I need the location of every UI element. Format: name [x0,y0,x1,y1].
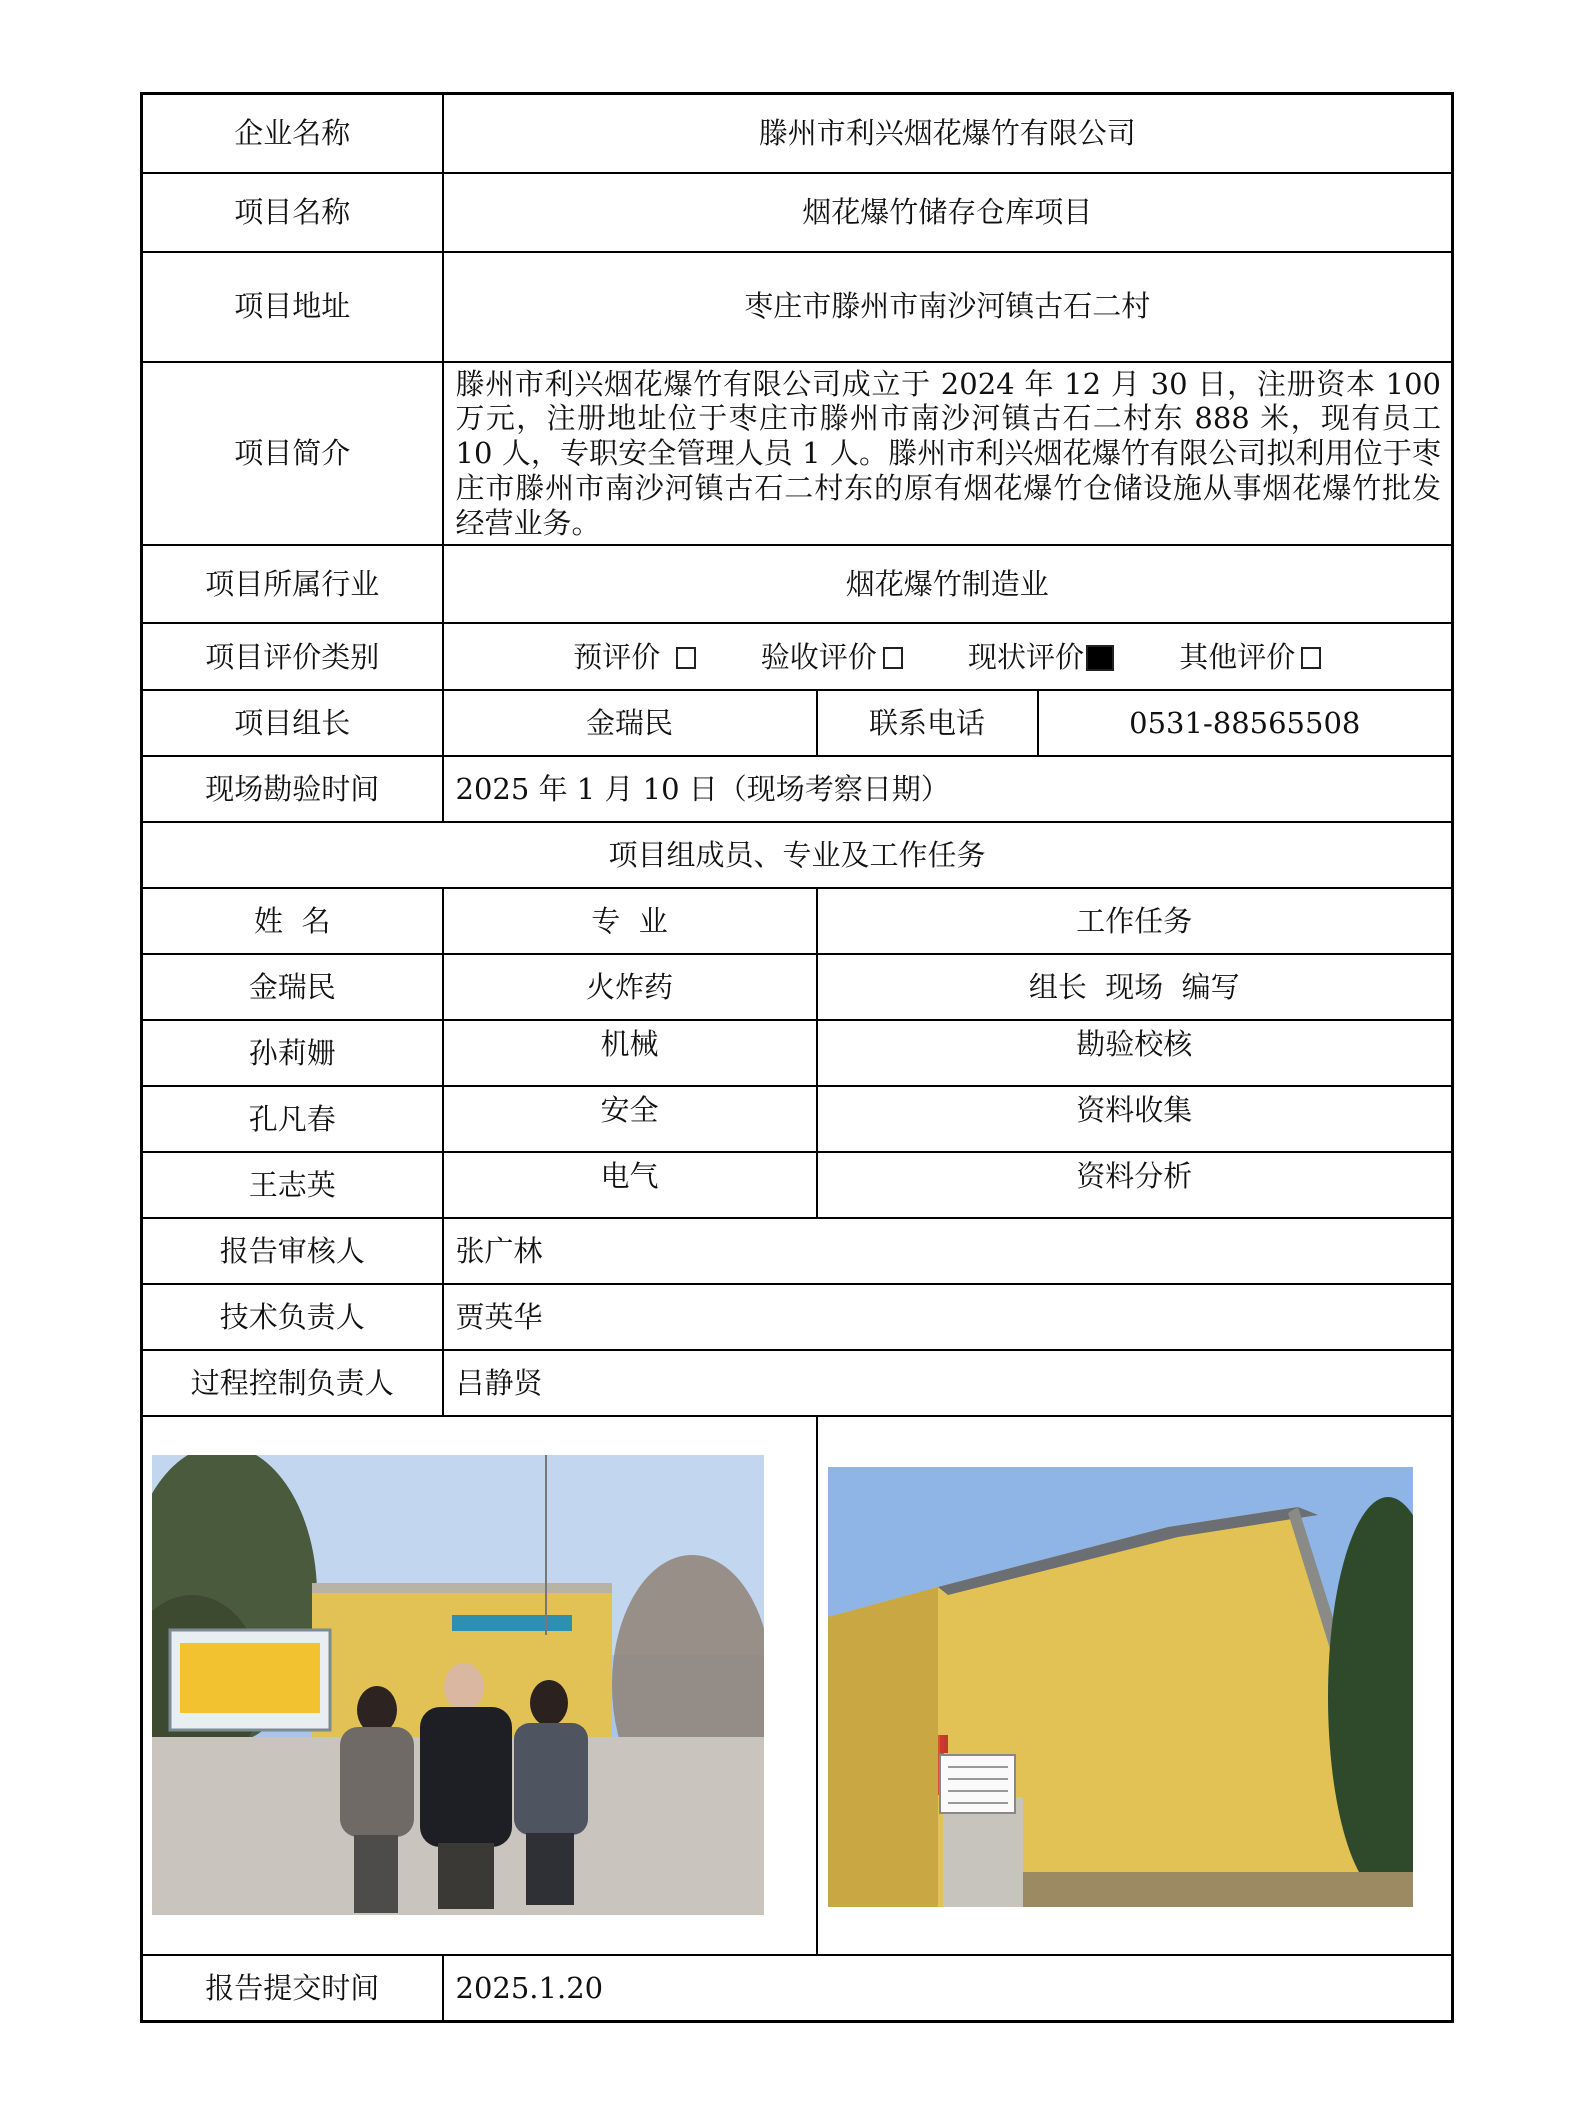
row-industry [142,545,1453,623]
table-row [142,1020,1453,1086]
photo-cell-warehouse [817,1416,1453,1955]
member-task: 资料分析 [817,1152,1453,1218]
company-label: 企业名称 [142,94,443,173]
reviewer-value: 张广林 [443,1218,1453,1284]
row-company [142,94,1453,173]
table-row [142,954,1453,1020]
industry-value: 烟花爆竹制造业 [443,545,1453,623]
eval-option-pre[interactable] [573,640,695,675]
survey-time-label: 现场勘验时间 [142,756,443,822]
eval-option-other[interactable] [1179,640,1321,675]
project-intro-label: 项目简介 [142,362,443,546]
company-value: 滕州市利兴烟花爆竹有限公司 [443,94,1453,173]
checkbox-unchecked-icon[interactable] [1301,647,1321,669]
eval-option-other-label: 其他评价 [1179,639,1296,674]
project-intro-value: 滕州市利兴烟花爆竹有限公司成立于 2024 年 12 月 30 日，注册资本 100 万元，注册地址位于枣庄市滕州市南沙河镇古石二村东 888 米，现有员工 10 人，专职安全管理人员 1 人。滕州市利兴烟花爆竹有限公司拟利用位于枣庄市滕州市南沙河镇古石二村东的原有烟花爆竹仓储设施从事烟花爆竹批发经营业务。 [443,362,1453,546]
tech-lead-value: 贾英华 [443,1284,1453,1350]
phone-value: 0531-88565508 [1038,690,1453,756]
members-section-title: 项目组成员、专业及工作任务 [142,822,1453,888]
evaluation-info-form [140,92,1454,2023]
reviewer-label: 报告审核人 [142,1218,443,1284]
leader-value: 金瑞民 [443,690,817,756]
members-header-major: 专 业 [443,888,817,954]
process-lead-value: 吕静贤 [443,1350,1453,1416]
member-task: 组长 现场 编写 [817,954,1453,1020]
row-tech-lead [142,1284,1453,1350]
row-submit-time [142,1955,1453,2021]
member-major: 机械 [443,1020,817,1086]
row-survey-time [142,756,1453,822]
eval-option-acceptance-label: 验收评价 [760,639,877,674]
survey-time-value: 2025 年 1 月 10 日（现场考察日期） [443,756,1453,822]
row-project-name [142,173,1453,252]
member-major: 电气 [443,1152,817,1218]
process-lead-label: 过程控制负责人 [142,1350,443,1416]
member-name: 孔凡春 [142,1086,443,1152]
table-row [142,1086,1453,1152]
tech-lead-label: 技术负责人 [142,1284,443,1350]
eval-type-options [443,623,1453,690]
checkbox-unchecked-icon[interactable] [883,647,903,669]
project-name-label: 项目名称 [142,173,443,252]
project-name-value: 烟花爆竹储存仓库项目 [443,173,1453,252]
member-task: 勘验校核 [817,1020,1453,1086]
row-members-title [142,822,1453,888]
eval-option-pre-label: 预评价 [573,639,661,674]
photo-cell-team [142,1416,817,1955]
row-leader [142,690,1453,756]
eval-option-status[interactable] [968,640,1114,675]
row-reviewer [142,1218,1453,1284]
member-task: 资料收集 [817,1086,1453,1152]
project-address-label: 项目地址 [142,252,443,362]
phone-label: 联系电话 [817,690,1038,756]
checkbox-unchecked-icon[interactable] [676,647,696,669]
member-major: 火炸药 [443,954,817,1020]
eval-option-acceptance[interactable] [761,640,903,675]
row-project-intro [142,362,1453,546]
members-header-task: 工作任务 [817,888,1453,954]
project-address-value: 枣庄市滕州市南沙河镇古石二村 [443,252,1453,362]
warehouse-photo [828,1467,1413,1907]
site-team-photo [152,1455,764,1915]
member-name: 金瑞民 [142,954,443,1020]
eval-type-label: 项目评价类别 [142,623,443,690]
submit-time-value: 2025.1.20 [443,1955,1453,2021]
members-header-name: 姓 名 [142,888,443,954]
leader-label: 项目组长 [142,690,443,756]
member-major: 安全 [443,1086,817,1152]
table-row [142,1152,1453,1218]
checkbox-checked-icon[interactable] [1086,645,1114,671]
row-photos [142,1416,1453,1955]
row-project-address [142,252,1453,362]
industry-label: 项目所属行业 [142,545,443,623]
eval-option-status-label: 现状评价 [967,639,1084,674]
submit-time-label: 报告提交时间 [142,1955,443,2021]
row-process-lead [142,1350,1453,1416]
member-name: 王志英 [142,1152,443,1218]
row-eval-type [142,623,1453,690]
members-header-row [142,888,1453,954]
member-name: 孙莉姗 [142,1020,443,1086]
